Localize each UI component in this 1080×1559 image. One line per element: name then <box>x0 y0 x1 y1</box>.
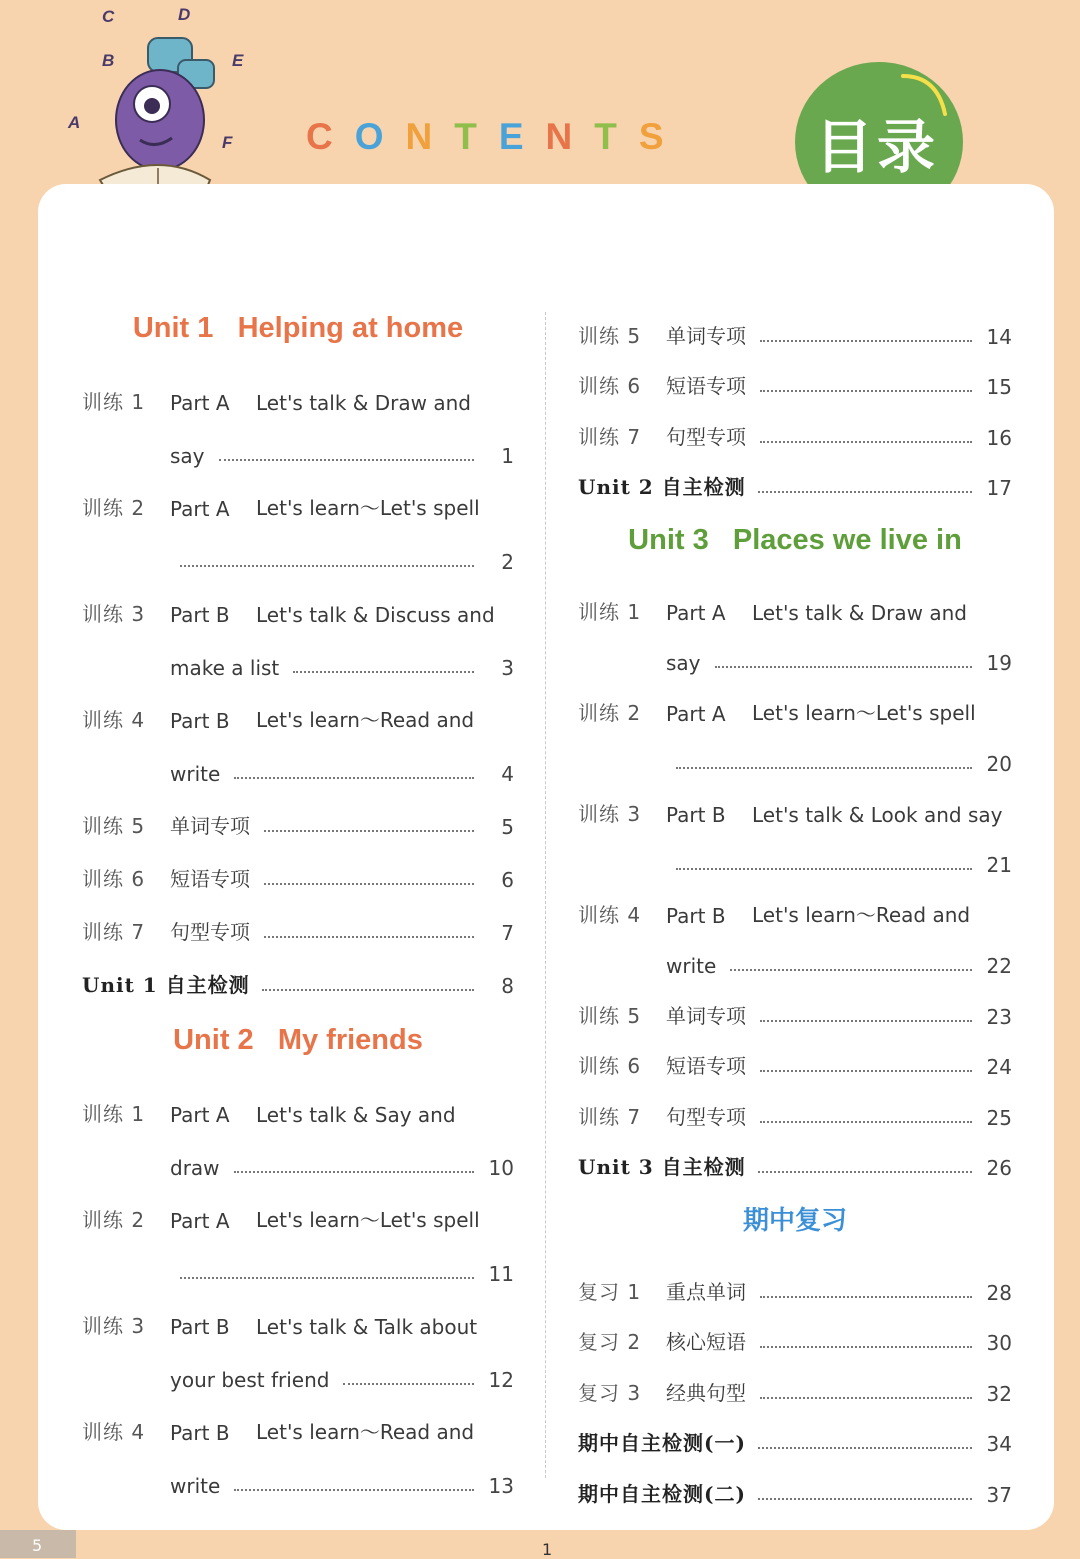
toc-left-column <box>82 300 514 1498</box>
exercise-title: Let's talk & Discuss and <box>256 603 495 627</box>
exercise-part: Part B <box>666 802 726 827</box>
contents-letter: E <box>498 116 546 157</box>
exercise-label: 训练 2 <box>578 700 642 725</box>
toc-right-column <box>578 298 1012 1507</box>
self-test-title: Unit 2 自主检测 <box>578 475 746 499</box>
page-ref: 16 <box>986 425 1012 450</box>
dot-leader <box>760 1070 972 1072</box>
page-ref: 15 <box>986 375 1012 399</box>
page-ref: 8 <box>501 974 514 998</box>
exercise-part: Part B <box>170 1315 230 1339</box>
exercise-title: 句型专项 <box>666 424 746 449</box>
contents-letter: T <box>454 116 499 157</box>
exercise-title: 单词专项 <box>666 323 746 348</box>
page-corner-tab <box>0 1530 76 1558</box>
dot-leader <box>758 1498 972 1500</box>
page-ref: 26 <box>986 1156 1012 1180</box>
page-ref: 11 <box>488 1262 514 1286</box>
toc-entry-continuation[interactable] <box>578 928 1012 979</box>
toc-entry[interactable] <box>578 776 1012 827</box>
page-ref: 20 <box>986 752 1012 776</box>
exercise-label: 复习 3 <box>578 1380 642 1405</box>
toc-entry-continuation[interactable] <box>82 415 514 468</box>
dot-leader <box>758 1447 972 1449</box>
exercise-title: 短语专项 <box>666 1054 746 1078</box>
toc-entry[interactable] <box>578 399 1012 450</box>
page-ref: 22 <box>986 954 1012 978</box>
toc-entry-continuation[interactable] <box>578 726 1012 777</box>
toc-entry-continuation[interactable] <box>82 1127 514 1180</box>
exercise-label: 训练 4 <box>82 1420 146 1444</box>
toc-entry[interactable] <box>578 978 1012 1029</box>
page-ref: 12 <box>488 1368 514 1392</box>
toc-entry[interactable] <box>578 675 1012 726</box>
dot-leader <box>758 1171 972 1173</box>
exercise-title: 句型专项 <box>666 1104 746 1129</box>
toc-entry-continuation[interactable] <box>578 625 1012 676</box>
exercise-part: Part B <box>170 1421 230 1445</box>
toc-entry[interactable] <box>578 574 1012 625</box>
toc-entry[interactable] <box>82 1180 514 1233</box>
exercise-title: Let's learn～Read and <box>752 902 971 927</box>
alphabet-letter: D <box>178 5 191 24</box>
exercise-title-continued: say <box>170 444 205 468</box>
dot-leader <box>343 1383 474 1385</box>
exercise-title: Let's talk & Look and say <box>752 802 1003 827</box>
exercise-title: 经典句型 <box>666 1380 746 1405</box>
toc-entry[interactable] <box>578 1079 1012 1130</box>
exercise-label: 复习 1 <box>578 1279 642 1304</box>
exercise-title: 短语专项 <box>666 374 746 398</box>
dot-leader <box>760 1346 972 1348</box>
exercise-part: Part B <box>170 603 230 627</box>
toc-entry[interactable] <box>578 450 1012 501</box>
unit-heading: Unit 1 Helping at home <box>132 312 464 344</box>
page-ref: 19 <box>986 651 1012 675</box>
exercise-part: Part A <box>170 1103 230 1127</box>
page-number: 1 <box>542 1540 553 1559</box>
dot-leader <box>264 830 474 832</box>
dot-leader <box>180 565 474 567</box>
page-ref: 10 <box>488 1156 514 1180</box>
page-ref: 14 <box>986 324 1012 349</box>
dot-leader <box>676 767 972 769</box>
toc-entry[interactable] <box>82 468 514 521</box>
dot-leader <box>180 1277 474 1279</box>
toc-entry[interactable] <box>578 1406 1012 1457</box>
exercise-label: 训练 1 <box>82 390 146 414</box>
exercise-title-continued: your best friend <box>170 1368 330 1392</box>
toc-entry-continuation[interactable] <box>578 827 1012 878</box>
exercise-title: Let's learn～Let's spell <box>256 1208 480 1232</box>
exercise-label: 训练 3 <box>578 801 642 826</box>
page-ref: 7 <box>501 921 514 945</box>
exercise-title: Let's talk & Draw and <box>256 391 471 415</box>
contents-letter: T <box>594 116 639 157</box>
dot-leader <box>234 777 474 779</box>
toc-entry[interactable] <box>578 1029 1012 1080</box>
exercise-label: 训练 4 <box>578 902 642 927</box>
dot-leader <box>264 936 474 938</box>
exercise-label: 训练 6 <box>82 867 146 891</box>
contents-letter: N <box>545 116 595 157</box>
dot-leader <box>262 989 474 991</box>
page-ref: 17 <box>986 476 1012 500</box>
exercise-part: Part A <box>666 600 726 625</box>
page-ref: 2 <box>501 550 514 574</box>
exercise-title: Let's learn～Read and <box>256 708 475 732</box>
exercise-title: Let's learn～Let's spell <box>256 496 480 520</box>
exercise-label: 训练 7 <box>578 1104 642 1129</box>
exercise-title: Let's learn～Read and <box>256 1420 475 1444</box>
exercise-title-continued: say <box>666 651 701 675</box>
exercise-title: 句型专项 <box>170 920 250 944</box>
exercise-label: 训练 1 <box>82 1102 146 1126</box>
exercise-title-continued: write <box>170 1474 221 1498</box>
exercise-part: Part A <box>170 497 230 521</box>
dot-leader <box>760 441 972 443</box>
alphabet-letter: B <box>102 51 115 70</box>
exercise-label: 训练 2 <box>82 1208 146 1232</box>
page-ref: 23 <box>986 1004 1012 1029</box>
toc-entry[interactable] <box>578 1355 1012 1406</box>
contents-letter: N <box>405 116 455 157</box>
exercise-title: 重点单词 <box>666 1279 746 1304</box>
exercise-part: Part A <box>666 701 726 726</box>
page-ref: 32 <box>986 1381 1012 1406</box>
unit-heading: Unit 3 Places we live in <box>628 524 962 556</box>
dot-leader <box>758 491 972 493</box>
exercise-part: Part B <box>170 709 230 733</box>
exercise-title-continued: write <box>666 954 717 978</box>
toc-entry-continuation[interactable] <box>82 733 514 786</box>
dot-leader <box>264 883 474 885</box>
dot-leader <box>760 390 972 392</box>
dot-leader <box>234 1171 474 1173</box>
toc-entry[interactable] <box>82 1286 514 1339</box>
page-ref: 25 <box>986 1105 1012 1130</box>
toc-entry[interactable] <box>578 1456 1012 1507</box>
dot-leader <box>715 666 972 668</box>
page-ref: 3 <box>501 656 514 680</box>
dot-leader <box>293 671 474 673</box>
page-ref: 21 <box>986 853 1012 877</box>
page-ref: 4 <box>501 762 514 786</box>
exercise-part: Part B <box>666 903 726 928</box>
exercise-title: Let's learn～Let's spell <box>752 700 976 725</box>
badge-label: 目录 <box>814 113 939 181</box>
page-ref: 34 <box>986 1432 1012 1456</box>
self-test-title: Unit 3 自主检测 <box>578 1155 746 1179</box>
toc-entry[interactable] <box>578 877 1012 928</box>
alphabet-letter: E <box>232 51 244 70</box>
toc-entry[interactable] <box>578 1254 1012 1305</box>
page-ref: 24 <box>986 1055 1012 1079</box>
toc-entry-continuation[interactable] <box>82 627 514 680</box>
toc-entry-continuation[interactable] <box>82 1339 514 1392</box>
contents-letter: O <box>354 116 406 157</box>
page-ref: 6 <box>501 868 514 892</box>
toc-entry-continuation[interactable] <box>82 1233 514 1286</box>
toc-entry[interactable] <box>578 1130 1012 1181</box>
exercise-label: 训练 7 <box>578 424 642 449</box>
toc-entry[interactable] <box>578 298 1012 349</box>
toc-entry-continuation[interactable] <box>82 1445 514 1498</box>
exercise-label: 训练 5 <box>82 814 146 838</box>
contents-letter: S <box>638 116 686 157</box>
exercise-title: Let's talk & Draw and <box>752 600 967 625</box>
self-test-title: 期中自主检测(二) <box>578 1481 746 1506</box>
toc-entry[interactable] <box>82 1074 514 1127</box>
page-ref: 28 <box>986 1280 1012 1305</box>
unit-heading: 期中复习 <box>742 1205 847 1235</box>
toc-entry[interactable] <box>82 786 514 839</box>
alphabet-letter: A <box>68 113 81 132</box>
exercise-title: 短语专项 <box>170 867 250 891</box>
exercise-title: 核心短语 <box>666 1330 746 1354</box>
self-test-title: 期中自主检测(一) <box>578 1431 746 1455</box>
page-ref: 5 <box>501 815 514 839</box>
toc-entry[interactable] <box>82 892 514 945</box>
page-ref: 37 <box>986 1482 1012 1507</box>
exercise-title-continued: draw <box>170 1156 220 1180</box>
toc-entry[interactable] <box>82 839 514 892</box>
exercise-label: 训练 3 <box>82 602 146 626</box>
exercise-part: Part A <box>170 1209 230 1233</box>
toc-entry[interactable] <box>82 1392 514 1445</box>
alphabet-letter: C <box>102 7 115 26</box>
exercise-label: 训练 5 <box>578 323 642 348</box>
page-ref: 13 <box>488 1474 514 1498</box>
dot-leader <box>760 1020 972 1022</box>
dot-leader <box>760 340 972 342</box>
page-ref: 1 <box>501 444 514 468</box>
exercise-title-continued: make a list <box>170 656 280 680</box>
exercise-label: 训练 1 <box>578 599 642 624</box>
badge-arc-decoration <box>895 70 955 130</box>
exercise-label: 训练 7 <box>82 920 146 944</box>
toc-entry[interactable] <box>82 362 514 415</box>
exercise-title: 单词专项 <box>666 1003 746 1028</box>
exercise-title-continued: write <box>170 762 221 786</box>
dot-leader <box>760 1121 972 1123</box>
toc-entry[interactable] <box>82 945 514 998</box>
exercise-title: 单词专项 <box>170 814 250 838</box>
exercise-label: 训练 2 <box>82 496 146 520</box>
dot-leader <box>730 969 972 971</box>
alphabet-letter: F <box>222 133 233 152</box>
toc-entry-continuation[interactable] <box>82 521 514 574</box>
dot-leader <box>760 1296 972 1298</box>
exercise-label: 训练 3 <box>82 1314 146 1338</box>
toc-entry[interactable] <box>82 574 514 627</box>
exercise-label: 复习 2 <box>578 1330 642 1354</box>
dot-leader <box>234 1489 474 1491</box>
dot-leader <box>219 459 474 461</box>
exercise-label: 训练 5 <box>578 1003 642 1028</box>
exercise-title: Let's talk & Talk about <box>256 1315 478 1339</box>
corner-label: 5 <box>32 1536 43 1555</box>
exercise-label: 训练 6 <box>578 1054 642 1078</box>
toc-entry[interactable] <box>578 349 1012 400</box>
exercise-part: Part A <box>170 391 230 415</box>
dot-leader <box>676 868 972 870</box>
exercise-title: Let's talk & Say and <box>256 1103 456 1127</box>
exercise-label: 训练 4 <box>82 708 146 732</box>
exercise-label: 训练 6 <box>578 374 642 398</box>
contents-heading <box>306 116 686 158</box>
contents-letter: C <box>306 116 355 157</box>
self-test-title: Unit 1 自主检测 <box>82 973 250 997</box>
dot-leader <box>760 1397 972 1399</box>
toc-entry[interactable] <box>82 680 514 733</box>
unit-heading: Unit 2 My friends <box>173 1024 423 1056</box>
toc-entry[interactable] <box>578 1305 1012 1356</box>
page-ref: 30 <box>986 1331 1012 1355</box>
column-divider <box>545 312 546 1478</box>
